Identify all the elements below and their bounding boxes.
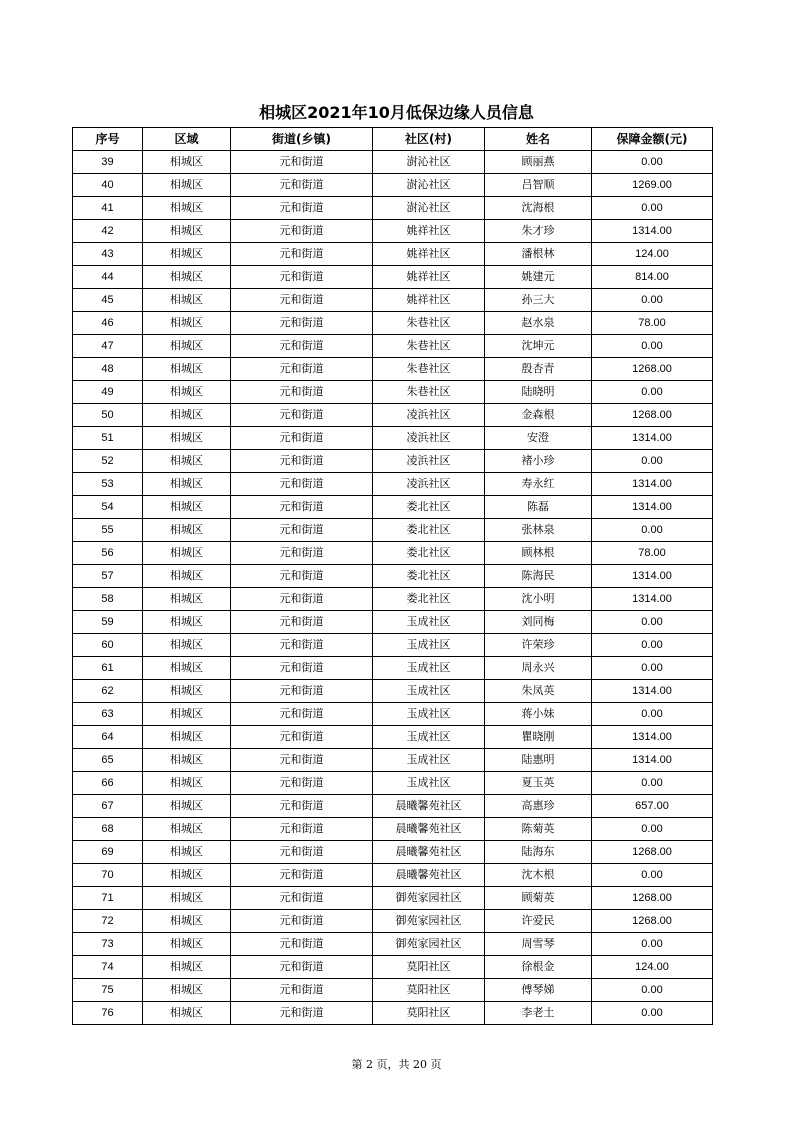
cell-amount: 0.00: [592, 519, 713, 542]
cell-street: 元和街道: [231, 979, 373, 1002]
table-row: [73, 818, 713, 841]
cell-community: 玉成社区: [373, 703, 485, 726]
cell-district: 相城区: [143, 887, 231, 910]
cell-community: 姚祥社区: [373, 243, 485, 266]
cell-serial-number: 74: [73, 956, 143, 979]
table-row: [73, 335, 713, 358]
table-row: [73, 910, 713, 933]
cell-amount: 0.00: [592, 611, 713, 634]
cell-district: 相城区: [143, 381, 231, 404]
cell-name: 陆海东: [485, 841, 592, 864]
table-row: [73, 312, 713, 335]
cell-name: 陈海民: [485, 565, 592, 588]
cell-district: 相城区: [143, 818, 231, 841]
cell-name: 沈木根: [485, 864, 592, 887]
cell-street: 元和街道: [231, 910, 373, 933]
cell-community: 晨曦馨苑社区: [373, 864, 485, 887]
cell-serial-number: 71: [73, 887, 143, 910]
cell-amount: 1314.00: [592, 427, 713, 450]
cell-serial-number: 46: [73, 312, 143, 335]
cell-amount: 0.00: [592, 197, 713, 220]
table-row: [73, 726, 713, 749]
table-row: [73, 933, 713, 956]
cell-community: 晨曦馨苑社区: [373, 795, 485, 818]
cell-street: 元和街道: [231, 220, 373, 243]
cell-street: 元和街道: [231, 358, 373, 381]
cell-street: 元和街道: [231, 588, 373, 611]
cell-name: 许爱民: [485, 910, 592, 933]
cell-amount: 1314.00: [592, 588, 713, 611]
table-row: [73, 1002, 713, 1025]
cell-name: 周雪琴: [485, 933, 592, 956]
cell-district: 相城区: [143, 197, 231, 220]
cell-street: 元和街道: [231, 243, 373, 266]
cell-amount: 814.00: [592, 266, 713, 289]
cell-community: 玉成社区: [373, 611, 485, 634]
cell-district: 相城区: [143, 220, 231, 243]
cell-serial-number: 59: [73, 611, 143, 634]
table-row: [73, 841, 713, 864]
cell-name: 陆晓明: [485, 381, 592, 404]
cell-district: 相城区: [143, 473, 231, 496]
cell-name: 沈坤元: [485, 335, 592, 358]
cell-street: 元和街道: [231, 795, 373, 818]
cell-name: 李老土: [485, 1002, 592, 1025]
cell-amount: 0.00: [592, 151, 713, 174]
cell-amount: 78.00: [592, 312, 713, 335]
cell-community: 凌浜社区: [373, 427, 485, 450]
cell-district: 相城区: [143, 588, 231, 611]
cell-district: 相城区: [143, 312, 231, 335]
cell-name: 许荣珍: [485, 634, 592, 657]
table-row: [73, 680, 713, 703]
cell-serial-number: 70: [73, 864, 143, 887]
cell-community: 凌浜社区: [373, 404, 485, 427]
cell-amount: 1268.00: [592, 887, 713, 910]
cell-amount: 0.00: [592, 657, 713, 680]
cell-name: 陈菊英: [485, 818, 592, 841]
table-row: [73, 197, 713, 220]
cell-name: 夏玉英: [485, 772, 592, 795]
table-row: [73, 611, 713, 634]
cell-serial-number: 64: [73, 726, 143, 749]
cell-amount: 657.00: [592, 795, 713, 818]
cell-amount: 1269.00: [592, 174, 713, 197]
document-title: 相城区2021年10月低保边缘人员信息: [259, 103, 534, 122]
table-row: [73, 565, 713, 588]
cell-community: 玉成社区: [373, 749, 485, 772]
table-row: [73, 220, 713, 243]
cell-street: 元和街道: [231, 841, 373, 864]
cell-serial-number: 48: [73, 358, 143, 381]
cell-district: 相城区: [143, 565, 231, 588]
cell-community: 姚祥社区: [373, 220, 485, 243]
cell-district: 相城区: [143, 910, 231, 933]
allowance-table: [72, 127, 713, 1025]
table-row: [73, 542, 713, 565]
cell-amount: 1314.00: [592, 473, 713, 496]
cell-community: 玉成社区: [373, 726, 485, 749]
cell-street: 元和街道: [231, 404, 373, 427]
table-row: [73, 174, 713, 197]
cell-name: 寿永红: [485, 473, 592, 496]
cell-name: 吕智顺: [485, 174, 592, 197]
cell-name: 孙三大: [485, 289, 592, 312]
cell-serial-number: 43: [73, 243, 143, 266]
cell-amount: 1268.00: [592, 910, 713, 933]
cell-serial-number: 55: [73, 519, 143, 542]
cell-street: 元和街道: [231, 565, 373, 588]
cell-community: 朱巷社区: [373, 335, 485, 358]
cell-amount: 1314.00: [592, 680, 713, 703]
cell-community: 玉成社区: [373, 657, 485, 680]
cell-amount: 0.00: [592, 772, 713, 795]
cell-amount: 78.00: [592, 542, 713, 565]
cell-serial-number: 39: [73, 151, 143, 174]
cell-community: 澍沁社区: [373, 151, 485, 174]
cell-district: 相城区: [143, 795, 231, 818]
cell-name: 张林泉: [485, 519, 592, 542]
cell-serial-number: 45: [73, 289, 143, 312]
cell-community: 凌浜社区: [373, 473, 485, 496]
cell-street: 元和街道: [231, 542, 373, 565]
cell-district: 相城区: [143, 634, 231, 657]
cell-district: 相城区: [143, 933, 231, 956]
cell-street: 元和街道: [231, 703, 373, 726]
cell-name: 瞿晓刚: [485, 726, 592, 749]
cell-name: 潘根林: [485, 243, 592, 266]
cell-serial-number: 49: [73, 381, 143, 404]
cell-name: 安澄: [485, 427, 592, 450]
cell-serial-number: 66: [73, 772, 143, 795]
cell-street: 元和街道: [231, 956, 373, 979]
cell-amount: 0.00: [592, 703, 713, 726]
cell-district: 相城区: [143, 427, 231, 450]
cell-district: 相城区: [143, 956, 231, 979]
cell-name: 金森根: [485, 404, 592, 427]
cell-community: 晨曦馨苑社区: [373, 818, 485, 841]
cell-amount: 1268.00: [592, 404, 713, 427]
cell-district: 相城区: [143, 749, 231, 772]
table-row: [73, 772, 713, 795]
cell-name: 刘同梅: [485, 611, 592, 634]
cell-name: 顾菊英: [485, 887, 592, 910]
cell-district: 相城区: [143, 450, 231, 473]
cell-district: 相城区: [143, 1002, 231, 1025]
cell-amount: 0.00: [592, 818, 713, 841]
cell-community: 娄北社区: [373, 588, 485, 611]
table-row: [73, 979, 713, 1002]
cell-street: 元和街道: [231, 496, 373, 519]
table-row: [73, 266, 713, 289]
cell-name: 傅琴娣: [485, 979, 592, 1002]
cell-community: 娄北社区: [373, 519, 485, 542]
cell-serial-number: 63: [73, 703, 143, 726]
cell-street: 元和街道: [231, 864, 373, 887]
cell-serial-number: 60: [73, 634, 143, 657]
cell-name: 朱凤英: [485, 680, 592, 703]
cell-district: 相城区: [143, 358, 231, 381]
cell-name: 蒋小妹: [485, 703, 592, 726]
cell-street: 元和街道: [231, 657, 373, 680]
cell-amount: 0.00: [592, 381, 713, 404]
cell-serial-number: 73: [73, 933, 143, 956]
cell-street: 元和街道: [231, 174, 373, 197]
cell-community: 娄北社区: [373, 542, 485, 565]
cell-serial-number: 62: [73, 680, 143, 703]
cell-community: 莫阳社区: [373, 1002, 485, 1025]
cell-street: 元和街道: [231, 151, 373, 174]
cell-district: 相城区: [143, 266, 231, 289]
cell-street: 元和街道: [231, 381, 373, 404]
table-row: [73, 450, 713, 473]
cell-amount: 0.00: [592, 1002, 713, 1025]
header-district: 区域: [143, 128, 231, 151]
cell-name: 周永兴: [485, 657, 592, 680]
cell-name: 陆惠明: [485, 749, 592, 772]
cell-street: 元和街道: [231, 933, 373, 956]
cell-street: 元和街道: [231, 680, 373, 703]
cell-street: 元和街道: [231, 450, 373, 473]
header-serial-number: 序号: [73, 128, 143, 151]
cell-serial-number: 67: [73, 795, 143, 818]
cell-name: 顾丽燕: [485, 151, 592, 174]
table-row: [73, 473, 713, 496]
cell-amount: 0.00: [592, 634, 713, 657]
cell-serial-number: 69: [73, 841, 143, 864]
cell-street: 元和街道: [231, 335, 373, 358]
cell-serial-number: 50: [73, 404, 143, 427]
cell-community: 莫阳社区: [373, 979, 485, 1002]
cell-district: 相城区: [143, 703, 231, 726]
cell-serial-number: 75: [73, 979, 143, 1002]
cell-community: 朱巷社区: [373, 312, 485, 335]
cell-district: 相城区: [143, 496, 231, 519]
cell-serial-number: 54: [73, 496, 143, 519]
table-row: [73, 404, 713, 427]
cell-street: 元和街道: [231, 772, 373, 795]
table-row: [73, 588, 713, 611]
cell-name: 褚小珍: [485, 450, 592, 473]
cell-district: 相城区: [143, 864, 231, 887]
cell-serial-number: 65: [73, 749, 143, 772]
cell-community: 玉成社区: [373, 680, 485, 703]
cell-street: 元和街道: [231, 266, 373, 289]
table-body: [73, 151, 713, 1025]
table-row: [73, 956, 713, 979]
cell-street: 元和街道: [231, 519, 373, 542]
cell-community: 娄北社区: [373, 565, 485, 588]
cell-name: 顾林根: [485, 542, 592, 565]
cell-serial-number: 72: [73, 910, 143, 933]
cell-serial-number: 44: [73, 266, 143, 289]
cell-street: 元和街道: [231, 634, 373, 657]
cell-name: 赵水泉: [485, 312, 592, 335]
table-row: [73, 749, 713, 772]
cell-community: 玉成社区: [373, 772, 485, 795]
cell-amount: 0.00: [592, 289, 713, 312]
cell-serial-number: 40: [73, 174, 143, 197]
cell-amount: 1314.00: [592, 726, 713, 749]
table-row: [73, 151, 713, 174]
cell-amount: 0.00: [592, 933, 713, 956]
header-name: 姓名: [485, 128, 592, 151]
header-amount: 保障金额(元): [592, 128, 713, 151]
cell-district: 相城区: [143, 726, 231, 749]
table-row: [73, 519, 713, 542]
cell-district: 相城区: [143, 519, 231, 542]
cell-name: 沈小明: [485, 588, 592, 611]
cell-district: 相城区: [143, 979, 231, 1002]
cell-name: 徐根金: [485, 956, 592, 979]
header-street: 街道(乡镇): [231, 128, 373, 151]
cell-community: 姚祥社区: [373, 266, 485, 289]
cell-street: 元和街道: [231, 611, 373, 634]
cell-serial-number: 68: [73, 818, 143, 841]
cell-street: 元和街道: [231, 1002, 373, 1025]
cell-serial-number: 57: [73, 565, 143, 588]
cell-serial-number: 76: [73, 1002, 143, 1025]
cell-district: 相城区: [143, 680, 231, 703]
cell-community: 御苑家园社区: [373, 887, 485, 910]
cell-district: 相城区: [143, 174, 231, 197]
cell-community: 凌浜社区: [373, 450, 485, 473]
cell-serial-number: 56: [73, 542, 143, 565]
page-footer: 第 2 页，共 20 页: [351, 1058, 442, 1071]
cell-serial-number: 47: [73, 335, 143, 358]
table-row: [73, 358, 713, 381]
cell-name: 高惠珍: [485, 795, 592, 818]
cell-community: 御苑家园社区: [373, 933, 485, 956]
header-community: 社区(村): [373, 128, 485, 151]
cell-name: 殷杏青: [485, 358, 592, 381]
cell-district: 相城区: [143, 151, 231, 174]
cell-amount: 1314.00: [592, 565, 713, 588]
cell-street: 元和街道: [231, 749, 373, 772]
cell-name: 陈磊: [485, 496, 592, 519]
cell-district: 相城区: [143, 404, 231, 427]
cell-serial-number: 53: [73, 473, 143, 496]
table-row: [73, 657, 713, 680]
cell-street: 元和街道: [231, 312, 373, 335]
table-row: [73, 703, 713, 726]
cell-amount: 1314.00: [592, 220, 713, 243]
cell-street: 元和街道: [231, 887, 373, 910]
cell-serial-number: 52: [73, 450, 143, 473]
cell-serial-number: 41: [73, 197, 143, 220]
cell-street: 元和街道: [231, 473, 373, 496]
cell-amount: 124.00: [592, 243, 713, 266]
table-row: [73, 887, 713, 910]
cell-serial-number: 42: [73, 220, 143, 243]
table-row: [73, 243, 713, 266]
cell-serial-number: 61: [73, 657, 143, 680]
cell-name: 朱才珍: [485, 220, 592, 243]
table-row: [73, 427, 713, 450]
cell-amount: 0.00: [592, 450, 713, 473]
cell-community: 朱巷社区: [373, 358, 485, 381]
cell-district: 相城区: [143, 289, 231, 312]
table-row: [73, 381, 713, 404]
cell-street: 元和街道: [231, 289, 373, 312]
cell-street: 元和街道: [231, 427, 373, 450]
cell-serial-number: 58: [73, 588, 143, 611]
table-header-row: [73, 128, 713, 151]
cell-community: 娄北社区: [373, 496, 485, 519]
cell-district: 相城区: [143, 657, 231, 680]
cell-community: 莫阳社区: [373, 956, 485, 979]
cell-community: 澍沁社区: [373, 174, 485, 197]
table-row: [73, 289, 713, 312]
cell-street: 元和街道: [231, 818, 373, 841]
table-row: [73, 634, 713, 657]
cell-district: 相城区: [143, 335, 231, 358]
cell-street: 元和街道: [231, 726, 373, 749]
cell-amount: 0.00: [592, 864, 713, 887]
cell-amount: 1314.00: [592, 749, 713, 772]
cell-amount: 1268.00: [592, 841, 713, 864]
cell-district: 相城区: [143, 841, 231, 864]
cell-amount: 1314.00: [592, 496, 713, 519]
cell-district: 相城区: [143, 772, 231, 795]
cell-street: 元和街道: [231, 197, 373, 220]
cell-amount: 0.00: [592, 979, 713, 1002]
cell-district: 相城区: [143, 243, 231, 266]
cell-serial-number: 51: [73, 427, 143, 450]
cell-community: 晨曦馨苑社区: [373, 841, 485, 864]
cell-amount: 1268.00: [592, 358, 713, 381]
table-row: [73, 795, 713, 818]
cell-district: 相城区: [143, 611, 231, 634]
cell-community: 澍沁社区: [373, 197, 485, 220]
cell-district: 相城区: [143, 542, 231, 565]
cell-community: 御苑家园社区: [373, 910, 485, 933]
cell-amount: 0.00: [592, 335, 713, 358]
table-row: [73, 864, 713, 887]
cell-community: 姚祥社区: [373, 289, 485, 312]
cell-community: 玉成社区: [373, 634, 485, 657]
cell-amount: 124.00: [592, 956, 713, 979]
table-row: [73, 496, 713, 519]
cell-name: 姚建元: [485, 266, 592, 289]
cell-community: 朱巷社区: [373, 381, 485, 404]
cell-name: 沈海根: [485, 197, 592, 220]
